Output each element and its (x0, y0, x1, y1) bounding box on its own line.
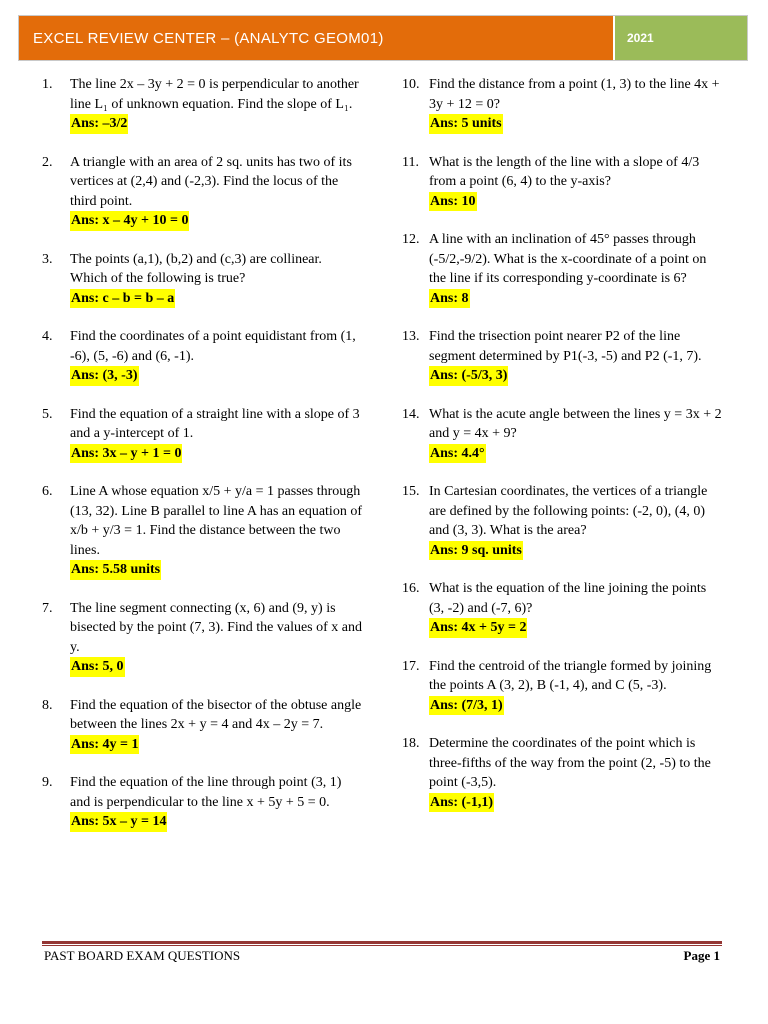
question-item (42, 482, 362, 580)
question-body (429, 153, 722, 212)
question-body (70, 696, 362, 755)
answer-highlight: Ans: –3/2 (70, 114, 128, 134)
page-number: Page 1 (683, 948, 720, 963)
question-text: Find the coordinates of a point equidistant from (1, -6), (5, -6) and (6, -1). (70, 329, 356, 364)
question-item (42, 250, 362, 309)
question-body (429, 75, 722, 134)
question-text: What is the equation of the line joining the points (3, -2) and (-7, 6)? (429, 581, 707, 616)
question-number: 4. (42, 329, 53, 344)
question-item (42, 405, 362, 464)
question-number: 10. (402, 77, 420, 92)
question-body (429, 734, 722, 812)
question-item (402, 657, 722, 716)
question-item (402, 75, 722, 134)
question-item (42, 773, 362, 832)
question-body (70, 405, 362, 464)
question-item (402, 482, 722, 560)
question-number: 5. (42, 406, 53, 422)
question-item (42, 153, 362, 231)
question-item (402, 153, 722, 212)
question-text: Line A whose equation x/5 + y/a = 1 passes through (13, 32). Line B parallel to line A has an equation of x/b + y/3 = 1. Find the distance between the two lines. (70, 484, 362, 558)
question-number: 1. (42, 77, 53, 92)
answer-highlight: Ans: 5, 0 (70, 657, 125, 677)
footer-rule (42, 941, 722, 944)
header-year: 2021 (615, 16, 747, 60)
question-text: The line 2x – 3y + 2 = 0 is perpendicular to another line L₁ of unknown equation. Find the slope of L₁. (70, 77, 359, 112)
question-body (70, 153, 362, 231)
question-item (402, 579, 722, 638)
question-number: 14. (402, 406, 420, 422)
answer-highlight: Ans: 4x + 5y = 2 (429, 618, 527, 638)
answer-highlight: Ans: c – b = b – a (70, 289, 175, 309)
question-item (402, 734, 722, 812)
answer-highlight: Ans: 4y = 1 (70, 735, 139, 755)
question-body (70, 482, 362, 580)
question-text: A line with an inclination of 45° passes through (-5/2,-9/2). What is the x-coordinate of a point on the line if its corresponding y-coordinate is 6? (429, 232, 707, 286)
question-body (70, 773, 362, 832)
question-body (429, 327, 722, 386)
header-title: EXCEL REVIEW CENTER – (ANALYTC GEOM01) (19, 16, 613, 60)
question-number: 11. (402, 154, 419, 170)
question-body (429, 579, 722, 638)
answer-highlight: Ans: 5 units (429, 114, 503, 134)
question-text: Find the equation of a straight line with a slope of 3 and a y-intercept of 1. (70, 406, 360, 441)
question-number: 18. (402, 736, 420, 751)
question-number: 13. (402, 329, 420, 344)
question-item (42, 696, 362, 755)
answer-highlight: Ans: (3, -3) (70, 366, 139, 386)
question-item (402, 230, 722, 308)
answer-highlight: Ans: 5x – y = 14 (70, 812, 167, 832)
question-text: A triangle with an area of 2 sq. units has two of its vertices at (2,4) and (-2,3). Find the locus of the third point. (70, 154, 352, 209)
question-item (42, 327, 362, 386)
answer-highlight: Ans: 3x – y + 1 = 0 (70, 444, 182, 464)
question-body (70, 250, 362, 309)
question-number: 6. (42, 484, 53, 499)
question-number: 16. (402, 581, 420, 596)
question-number: 15. (402, 484, 420, 499)
question-text: Find the trisection point nearer P2 of the line segment determined by P1(-3, -5) and P2 (-1, 7). (429, 329, 702, 364)
page-header (18, 15, 748, 61)
question-body (70, 327, 362, 386)
question-list-right (402, 75, 722, 831)
question-number: 8. (42, 697, 53, 713)
question-body (429, 405, 722, 464)
answer-highlight: Ans: 4.4° (429, 444, 486, 464)
question-body (70, 599, 362, 677)
question-number: 3. (42, 251, 53, 267)
question-text: What is the length of the line with a slope of 4/3 from a point (6, 4) to the y-axis? (429, 154, 700, 189)
question-item (402, 405, 722, 464)
question-number: 2. (42, 154, 53, 170)
question-text: Determine the coordinates of the point which is three-fifths of the way from the point (2, -5) to the point (-3,5). (429, 736, 711, 790)
question-list-left (42, 75, 362, 851)
question-text: Find the equation of the line through point (3, 1) and is perpendicular to the line x + 5y + 5 = 0. (70, 775, 342, 810)
question-number: 17. (402, 658, 420, 674)
question-item (42, 75, 362, 134)
answer-highlight: Ans: x – 4y + 10 = 0 (70, 211, 189, 231)
question-body (70, 75, 362, 134)
question-text: Find the distance from a point (1, 3) to the line 4x + 3y + 12 = 0? (429, 77, 720, 112)
answer-highlight: Ans: 9 sq. units (429, 541, 523, 561)
question-body (429, 482, 722, 560)
question-text: In Cartesian coordinates, the vertices of a triangle are defined by the following points: (-2, 0), (4, 0) and (3, 3). What is the area? (429, 484, 708, 538)
question-body (429, 230, 722, 308)
answer-highlight: Ans: (7/3, 1) (429, 696, 504, 716)
question-number: 12. (402, 232, 420, 247)
question-body (429, 657, 722, 716)
question-item (42, 599, 362, 677)
answer-highlight: Ans: (-1,1) (429, 793, 494, 813)
answer-highlight: Ans: 8 (429, 289, 470, 309)
answer-highlight: Ans: 10 (429, 192, 477, 212)
answer-highlight: Ans: (-5/3, 3) (429, 366, 508, 386)
footer-rule-thin (42, 945, 722, 946)
question-number: 7. (42, 600, 53, 616)
question-text: Find the equation of the bisector of the obtuse angle between the lines 2x + y = 4 and 4x – 2y = 7. (70, 697, 362, 732)
question-text: The points (a,1), (b,2) and (c,3) are collinear. Which of the following is true? (70, 251, 322, 286)
answer-highlight: Ans: 5.58 units (70, 560, 161, 580)
question-item (402, 327, 722, 386)
footer-label: PAST BOARD EXAM QUESTIONS (44, 948, 241, 963)
question-text: The line segment connecting (x, 6) and (9, y) is bisected by the point (7, 3). Find the values of x and y. (70, 600, 362, 655)
question-text: Find the centroid of the triangle formed by joining the points A (3, 2), B (-1, 4), and C (5, -3). (429, 658, 712, 693)
question-number: 9. (42, 775, 53, 790)
question-text: What is the acute angle between the lines y = 3x + 2 and y = 4x + 9? (429, 406, 722, 441)
